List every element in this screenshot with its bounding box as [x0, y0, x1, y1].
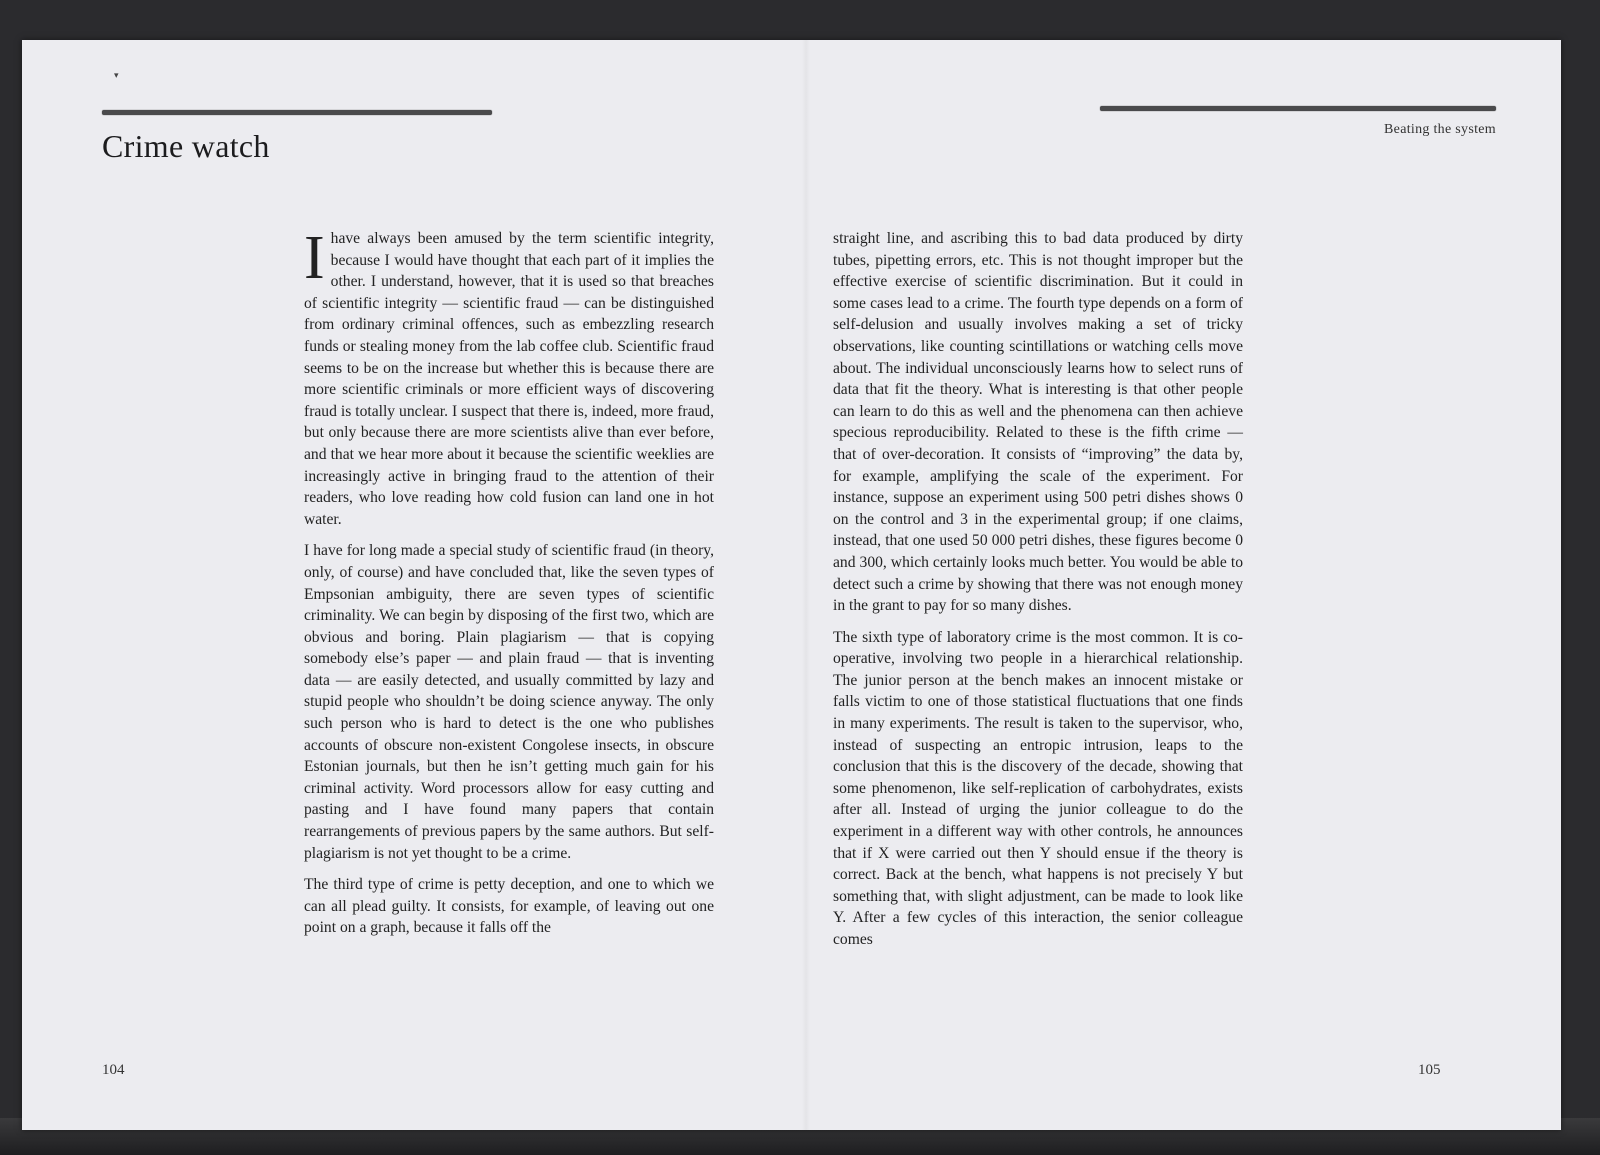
paragraph: I have for long made a special study of scientific fraud (in theory, only, of course) and have concluded that, like the seven types of Empsonian ambiguity, there are seven types of scientific criminality. We can begin by disposing of the first two, which are obvious and boring. Plain plagiarism — that is copying somebody else’s paper — and plain fraud — that is inventing data — are easily detected, and usually committed by lazy and stupid people who shouldn’t be doing science anyway. The only such person who is hard to detect is the one who publishes accounts of obscure non-existent Congolese insects, in obscure Estonian journals, but then he isn’t getting much gain for his criminal activity. Word processors allow for easy cutting and pasting and I have found many papers that contain rearrangements of previous papers by the same authors. But self-plagiarism is not yet thought to be a crime. — [304, 542, 714, 862]
paragraph: The third type of crime is petty deception, and one to which we can all plead guilty. It consists, for example, of leaving out one point on a graph, because it falls off the — [304, 876, 714, 937]
left-header-rule — [102, 110, 492, 115]
scan-mark: ▾ — [114, 70, 119, 80]
paragraph-text: have always been amused by the term scientific integrity, because I would have thought that each part of it implies the other. I understand, however, that it is used so that breaches of scientific integrity — scientific fraud — can be distinguished from ordinary criminal offences, such as embezzling research funds or stealing money from the lab coffee club. Scientific fraud seems to be on the increase but whether this is because there are more scientific criminals or more efficient ways of discovering fraud is totally unclear. I suspect that there is, indeed, more fraud, but only because there are more scientists alive than ever before, and that we hear more about it because the scientific weeklies are increasingly active in bringing fraud to the attention of their readers, who love reading how cold fusion can land one in hot water. — [304, 230, 714, 528]
book-spread — [22, 40, 1561, 1130]
left-column — [304, 224, 714, 949]
right-column — [833, 228, 1243, 961]
chapter-title: Crime watch — [102, 128, 270, 164]
page-number-right: 105 — [1418, 1062, 1441, 1078]
paragraph: The sixth type of laboratory crime is the most common. It is co-operative, involving two people in a hierarchical relationship. The junior person at the bench makes an innocent mistake or falls victim to one of those statistical fluctuations that one finds in many experiments. The result is taken to the supervisor, who, instead of suspecting an entropic intrusion, leaps to the conclusion that this is the discovery of the decade, showing that some phenomenon, like self-replication of carbohydrates, exists after all. Instead of urging the junior colleague to do the experiment in a different way with other controls, he announces that if X were carried out then Y should ensue if the theory is correct. Back at the bench, what happens is not precisely Y but something that, with slight adjustment, can be made to look like Y. After a few cycles of this interaction, the senior colleague comes — [833, 628, 1243, 948]
paragraph: straight line, and ascribing this to bad data produced by dirty tubes, pipetting errors, etc. This is not thought improper but the effective exercise of scientific discrimination. But it could in some cases lead to a crime. The fourth type depends on a form of self-delusion and usually involves making a set of tricky observations, like counting scintillations or watching cells move about. The individual unconsciously learns how to select runs of data that fit the theory. What is interesting is that other people can learn to do this as well and the phenomena can then achieve specious reproducibility. Related to these is the fifth crime — that of over-decoration. It consists of “improving” the data by, for example, amplifying the scale of the experiment. For instance, suppose an experiment using 500 petri dishes shows 0 on the control and 3 in the experimental group; if one claims, instead, that one used 50 000 petri dishes, these figures become 0 and 300, which certainly looks much better. You would be able to detect such a crime by showing that there was not enough money in the grant to pay for so many dishes. — [833, 230, 1243, 615]
page-number-left: 104 — [102, 1062, 125, 1078]
right-header-rule — [1100, 106, 1496, 111]
page-fold — [802, 40, 810, 1130]
paragraph — [304, 224, 714, 530]
running-head: Beating the system — [1384, 122, 1496, 137]
drop-cap: I — [304, 224, 325, 292]
